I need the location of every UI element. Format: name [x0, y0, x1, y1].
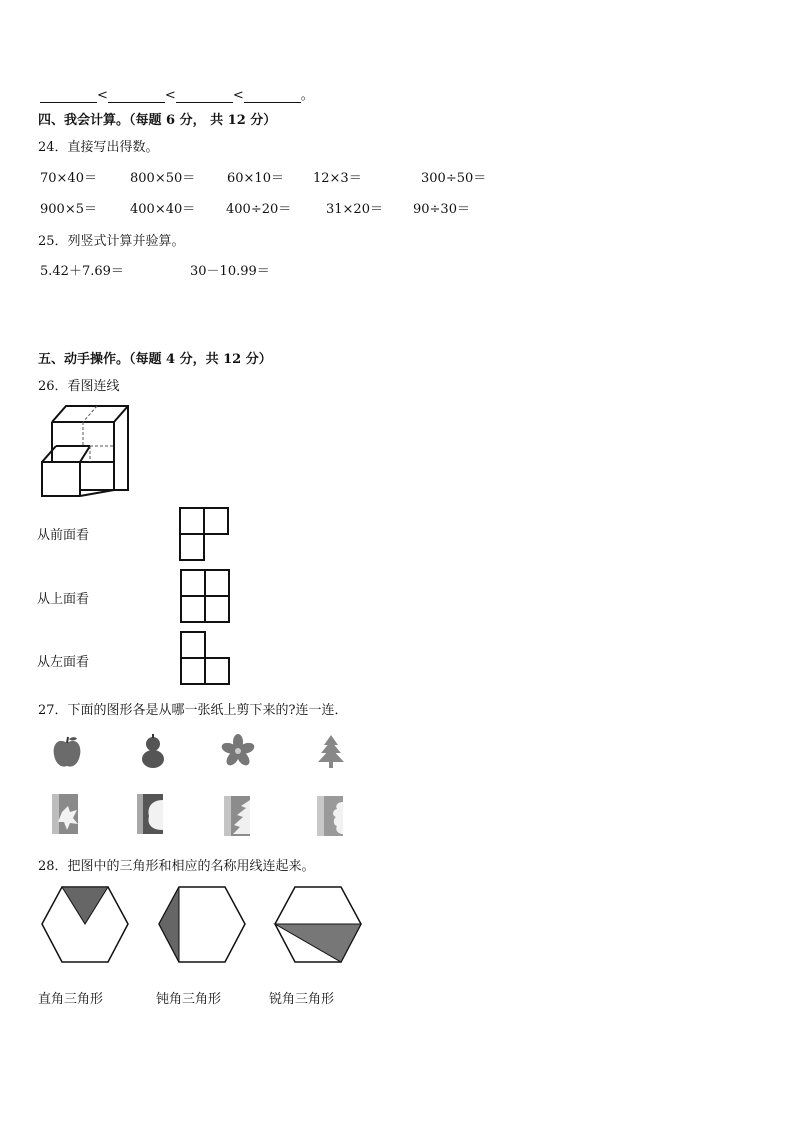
section4-heading: 四、我会计算。（每题 6 分， 共 12 分）: [38, 113, 277, 128]
paper-sheet-3[interactable]: [224, 796, 252, 836]
q24-r1-c3: 60×10＝: [227, 171, 284, 186]
section5-heading: 五、动手操作。（每题 4 分，共 12 分）: [38, 352, 272, 367]
triangle-label-right: 直角三角形: [38, 992, 104, 1007]
less-than-sign-2: <: [164, 88, 176, 103]
view-label-top: 从上面看: [37, 592, 90, 607]
view-label-left: 从左面看: [37, 655, 90, 670]
comparison-blanks: [40, 84, 314, 103]
q25-prompt: 25．列竖式计算并验算。: [38, 234, 185, 249]
period-mark: 。: [300, 88, 314, 103]
answer-blank-4[interactable]: [244, 90, 301, 103]
q24-r2-c4: 31×20＝: [326, 202, 383, 217]
less-than-sign-1: <: [97, 88, 108, 103]
view-label-front: 从前面看: [37, 528, 90, 543]
q24-r2-c1: 900×5＝: [40, 202, 97, 217]
view-figure-3[interactable]: [180, 631, 232, 685]
q24-r1-c1: 70×40＝: [40, 171, 97, 186]
view-row-top: [37, 588, 89, 607]
view-row-left: [37, 651, 89, 670]
answer-blank-1[interactable]: [40, 90, 97, 103]
q25-item-2: 30－10.99＝: [190, 264, 270, 279]
q26-prompt: 26．看图连线: [38, 379, 120, 394]
q24-r2-c2: 400×40＝: [130, 202, 196, 217]
q27-prompt: 27．下面的图形各是从哪一张纸上剪下来的?连一连．: [38, 703, 348, 718]
tree-icon[interactable]: [315, 733, 347, 769]
less-than-sign-3: <: [232, 88, 244, 103]
paper-sheet-2[interactable]: [137, 794, 165, 834]
view-row-front: [37, 524, 89, 543]
answer-blank-3[interactable]: [176, 90, 233, 103]
q24-r1-c2: 800×50＝: [130, 171, 196, 186]
triangle-label-acute: 锐角三角形: [269, 992, 335, 1007]
hexagon-figure-1[interactable]: [40, 886, 130, 964]
q28-prompt: 28．把图中的三角形和相应的名称用线连起来。: [38, 859, 315, 874]
cube-stack-figure: [38, 400, 138, 500]
q24-r1-c5: 300÷50＝: [421, 171, 487, 186]
q24-prompt: 24．直接写出得数。: [38, 140, 159, 155]
paper-sheet-4[interactable]: [317, 796, 345, 836]
view-figure-2[interactable]: [180, 569, 232, 623]
apple-icon[interactable]: [52, 735, 82, 769]
paper-sheet-1[interactable]: [52, 794, 80, 834]
triangle-label-obtuse: 钝角三角形: [156, 992, 222, 1007]
q24-r1-c4: 12×3＝: [313, 171, 362, 186]
flower-icon[interactable]: [221, 734, 255, 768]
answer-blank-2[interactable]: [108, 90, 165, 103]
q24-r2-c5: 90÷30＝: [413, 202, 470, 217]
gourd-icon[interactable]: [139, 734, 167, 770]
hexagon-figure-2[interactable]: [157, 886, 247, 964]
hexagon-figure-3[interactable]: [273, 886, 363, 964]
view-figure-1[interactable]: [179, 507, 231, 561]
q24-r2-c3: 400÷20＝: [226, 202, 292, 217]
q25-item-1: 5.42＋7.69＝: [40, 264, 124, 279]
